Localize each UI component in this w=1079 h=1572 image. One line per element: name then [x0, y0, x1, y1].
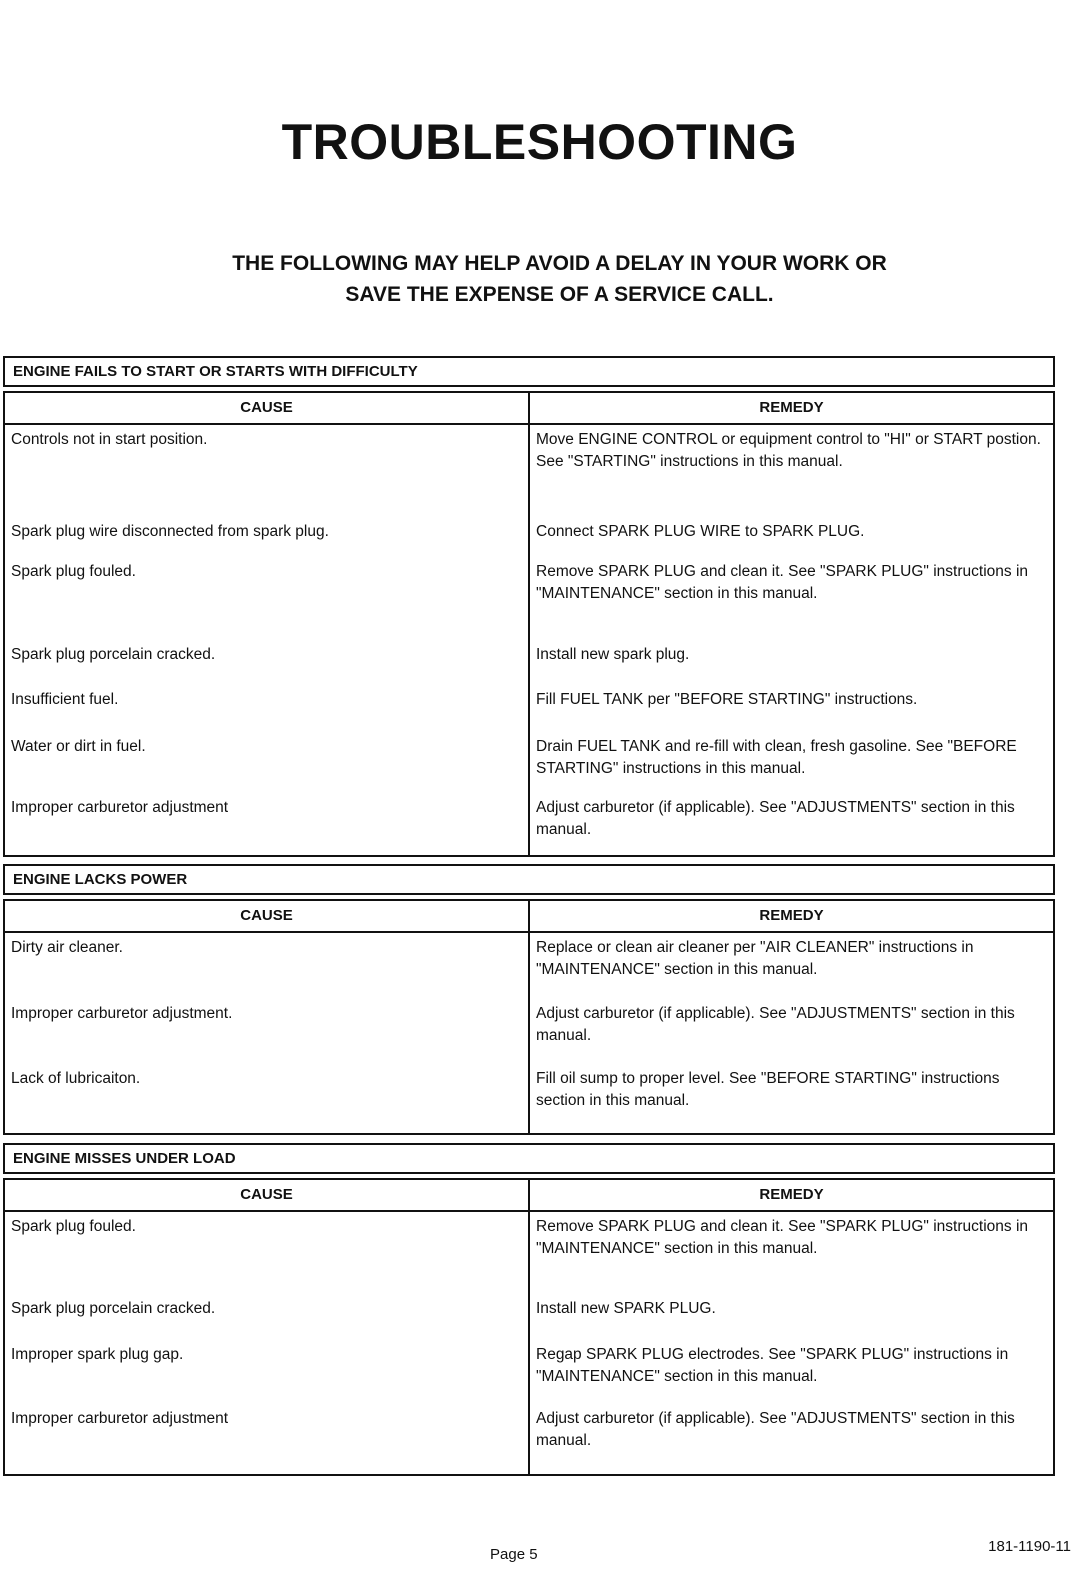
cause-cell: Controls not in start position.: [11, 431, 208, 448]
section-heading: ENGINE FAILS TO START OR STARTS WITH DIFFICULTY: [3, 356, 1055, 387]
section-heading: ENGINE LACKS POWER: [3, 864, 1055, 895]
column-divider: [528, 425, 530, 855]
remedy-cell: Adjust carburetor (if applicable). See "ADJUSTMENTS" section in this manual.: [536, 1005, 1015, 1044]
table-header: [5, 391, 1053, 425]
page-title: TROUBLESHOOTING: [281, 114, 798, 170]
cause-cell: Spark plug porcelain cracked.: [11, 646, 216, 663]
cause-cell: Spark plug fouled.: [11, 563, 136, 580]
page-number: Page 5: [490, 1546, 538, 1563]
remedy-cell: Move ENGINE CONTROL or equipment control to "HI" or START postion. See "STARTING" instructions in this manual.: [536, 431, 1041, 470]
remedy-cell: Remove SPARK PLUG and clean it. See "SPARK PLUG" instructions in "MAINTENANCE" section in this manual.: [536, 563, 1029, 602]
remedy-column-header: REMEDY: [528, 1180, 1053, 1210]
cause-cell: Dirty air cleaner.: [11, 939, 123, 956]
remedy-cell: Install new SPARK PLUG.: [536, 1300, 716, 1317]
cause-cell: Improper carburetor adjustment.: [11, 1005, 233, 1022]
cause-cell: Spark plug fouled.: [11, 1218, 136, 1235]
cause-cell: Improper spark plug gap.: [11, 1346, 184, 1363]
remedy-cell: Adjust carburetor (if applicable). See "ADJUSTMENTS" section in this manual.: [536, 799, 1015, 838]
remedy-column-header: REMEDY: [528, 901, 1053, 931]
cause-column-header: CAUSE: [240, 907, 293, 924]
column-divider: [528, 1212, 530, 1474]
table-header: [5, 1178, 1053, 1212]
section-heading: ENGINE MISSES UNDER LOAD: [3, 1143, 1055, 1174]
subtitle: [0, 248, 1079, 310]
remedy-cell: Install new spark plug.: [536, 646, 690, 663]
remedy-cell: Remove SPARK PLUG and clean it. See "SPARK PLUG" instructions in "MAINTENANCE" section in this manual.: [536, 1218, 1029, 1257]
cause-cell: Improper carburetor adjustment: [11, 1410, 229, 1427]
remedy-cell: Replace or clean air cleaner per "AIR CLEANER" instructions in "MAINTENANCE" section in this manual.: [536, 939, 974, 978]
cause-remedy-table: [3, 391, 1055, 857]
document-code: 181-1190-11: [988, 1538, 1071, 1555]
remedy-cell: Connect SPARK PLUG WIRE to SPARK PLUG.: [536, 523, 865, 540]
remedy-cell: Regap SPARK PLUG electrodes. See "SPARK PLUG" instructions in "MAINTENANCE" section in this manual.: [536, 1346, 1009, 1385]
section-lacks-power: [3, 864, 1055, 1135]
cause-cell: Lack of lubricaiton.: [11, 1070, 141, 1087]
subtitle-line-1: THE FOLLOWING MAY HELP AVOID A DELAY IN YOUR WORK OR: [232, 252, 887, 275]
remedy-cell: Adjust carburetor (if applicable). See "ADJUSTMENTS" section in this manual.: [536, 1410, 1015, 1449]
remedy-cell: Fill oil sump to proper level. See "BEFORE STARTING" instructions section in this manual.: [536, 1070, 1000, 1109]
cause-column-header: CAUSE: [240, 399, 293, 416]
cause-cell: Water or dirt in fuel.: [11, 738, 146, 755]
cause-cell: Insufficient fuel.: [11, 691, 119, 708]
cause-cell: Spark plug wire disconnected from spark plug.: [11, 523, 329, 540]
column-divider: [528, 933, 530, 1133]
remedy-cell: Drain FUEL TANK and re-fill with clean, fresh gasoline. See "BEFORE STARTING" instructions in this manual.: [536, 738, 1017, 777]
cause-column-header: CAUSE: [240, 1186, 293, 1203]
section-misses-under-load: [3, 1143, 1055, 1476]
subtitle-line-2: SAVE THE EXPENSE OF A SERVICE CALL.: [345, 283, 774, 306]
cause-remedy-table: [3, 1178, 1055, 1476]
remedy-column-header: REMEDY: [528, 393, 1053, 423]
section-fails-to-start: [3, 356, 1055, 857]
cause-remedy-table: [3, 899, 1055, 1135]
table-header: [5, 899, 1053, 933]
cause-cell: Spark plug porcelain cracked.: [11, 1300, 216, 1317]
remedy-cell: Fill FUEL TANK per "BEFORE STARTING" instructions.: [536, 691, 918, 708]
cause-cell: Improper carburetor adjustment: [11, 799, 229, 816]
